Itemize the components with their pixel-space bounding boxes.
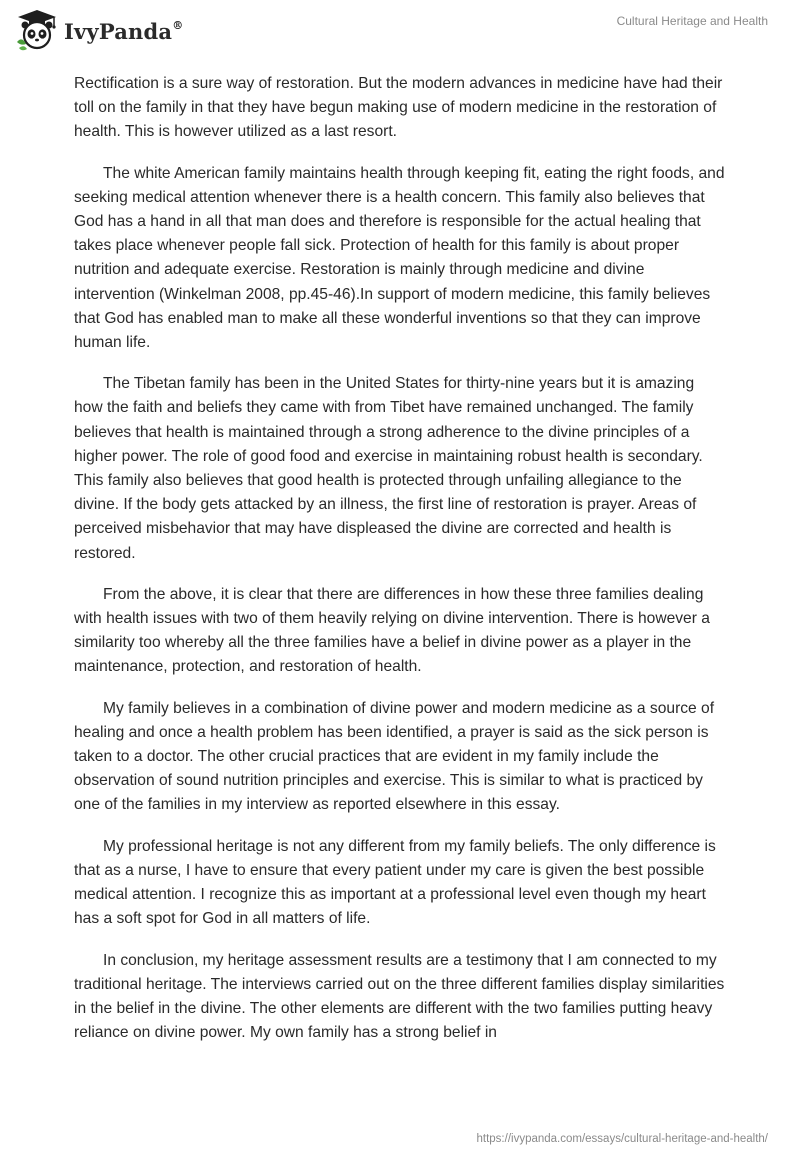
essay-paragraph-2: The white American family maintains health through keeping fit, eating the right foods, and seeking medical attention whenever there is a health concern. This family also believes that God has a hand in all that man does and therefore is responsible for the actual healing that takes place whenever people fall sick. Protection of health for this family is about proper nutrition and adequate exercise. Restoration is mainly through medicine and divine intervention (Winkelman 2008, pp.45-46).In support of modern medicine, this family believes that God has enabled man to make all these wonderful inventions so that they can improve human life.: [74, 164, 725, 352]
page-header: [0, 0, 800, 64]
logo-registered-mark: ®: [172, 18, 184, 32]
logo-text: IvyPanda: [64, 18, 173, 44]
panda-graduate-icon: [14, 8, 60, 52]
ivypanda-logo[interactable]: [14, 8, 183, 52]
essay-paragraph-1: Rectification is a sure way of restoration. But the modern advances in medicine have had their toll on the family in that they have begun making use of modern medicine in the restoration of health. This is however utilized as a last resort.: [74, 75, 723, 141]
essay-paragraph-6: My professional heritage is not any different from my family beliefs. The only difference is that as a nurse, I have to ensure that every patient under my care is given the best possible medical attention. I recognize this as important at a professional level even though my heart has a soft spot for God in all matters of life.: [74, 837, 716, 928]
essay-paragraph-3: The Tibetan family has been in the United States for thirty-nine years but it is amazing how the faith and beliefs they came with from Tibet have remained unchanged. The family believes that health is maintained through a strong adherence to the divine principles of a higher power. The role of good food and exercise in maintaining robust health is secondary. This family also believes that good health is protected through unfailing allegiance to the divine. If the body gets attacked by an illness, the first line of restoration is prayer. Areas of perceived misbehavior that may have displeased the divine are corrected and health is restored.: [74, 375, 703, 562]
essay-paragraph-5: My family believes in a combination of divine power and modern medicine as a source of healing and once a health problem has been identified, a prayer is said as the sick person is taken to a doctor. The other crucial practices that are evident in my family include the observation of sound nutrition principles and exercise. This is similar to what is practiced by one of the families in my interview as reported elsewhere in this essay.: [74, 699, 715, 814]
essay-paragraph-4: From the above, it is clear that there are differences in how these three families dealing with health issues with two of them heavily relying on divine intervention. There is however a similarity too whereby all the three families have a belief in divine power as a player in the maintenance, protection, and restoration of health.: [74, 585, 710, 676]
document-title: Cultural Heritage and Health: [616, 14, 768, 28]
essay-paragraph-7: In conclusion, my heritage assessment results are a testimony that I am connected to my traditional heritage. The interviews carried out on the three different families display similarities in the belief in the divine. The other elements are different with the two families putting heavy reliance on divine power. My own family has a strong belief in: [74, 951, 725, 1042]
source-url[interactable]: https://ivypanda.com/essays/cultural-heritage-and-health/: [476, 1133, 768, 1145]
essay-body: [74, 72, 726, 1062]
